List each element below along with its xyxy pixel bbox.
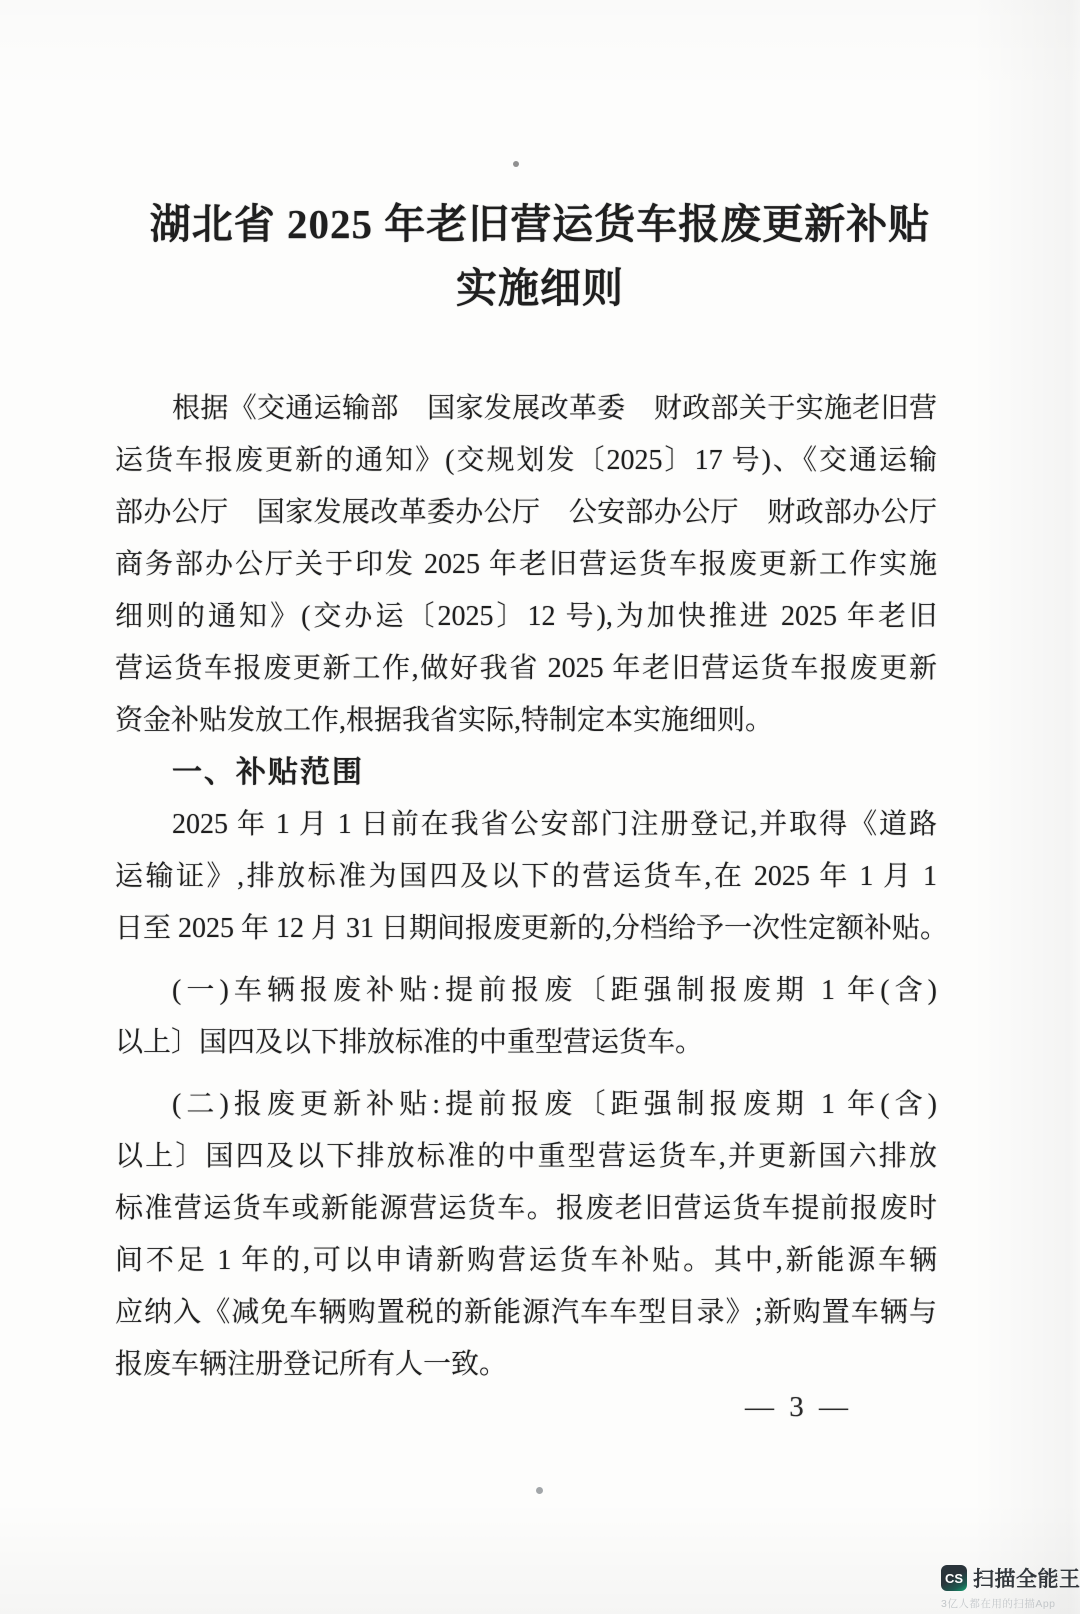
text-line: 商务部办公厅关于印发 2025 年老旧营运货车报废更新工作实施 [115, 549, 937, 580]
text-line: 细则的通知》(交办运〔2025〕12 号),为加快推进 2025 年老旧 [115, 601, 937, 632]
text-line: 报废车辆注册登记所有人一致。 [115, 1349, 508, 1380]
text-line: 标准营运货车或新能源营运货车。报废老旧营运货车提前报废时 [115, 1193, 937, 1224]
text-line: 资金补贴发放工作,根据我省实际,特制定本实施细则。 [115, 705, 774, 736]
text-line: 根据《交通运输部 国家发展改革委 财政部关于实施老旧营 [172, 393, 937, 424]
document-title-line-1: 湖北省 2025 年老旧营运货车报废更新补贴 [149, 201, 931, 247]
scan-speck [536, 1487, 543, 1494]
text-line: 运货车报废更新的通知》(交规划发〔2025〕17 号)、《交通运输 [115, 445, 937, 476]
watermark-app-name: 扫描全能王 [973, 1568, 1080, 1591]
camscanner-logo-icon: CS [941, 1565, 967, 1591]
watermark-row [941, 1563, 1080, 1593]
document-body [115, 383, 949, 1391]
page-number: — 3 — [745, 1391, 852, 1423]
text-line: (一)车辆报废补贴:提前报废〔距强制报废期 1 年(含) [172, 975, 937, 1006]
text-line: 间不足 1 年的,可以申请新购营运货车补贴。其中,新能源车辆 [115, 1245, 937, 1276]
text-line: 营运货车报废更新工作,做好我省 2025 年老旧营运货车报废更新 [115, 653, 937, 684]
text-line: 部办公厅 国家发展改革委办公厅 公安部办公厅 财政部办公厅 [115, 497, 937, 528]
text-line: 应纳入《减免车辆购置税的新能源汽车车型目录》;新购置车辆与 [115, 1297, 937, 1328]
camscanner-watermark [941, 1563, 1080, 1611]
text-line: 运输证》,排放标准为国四及以下的营运货车,在 2025 年 1 月 1 [115, 861, 937, 892]
text-line: 以上〕国四及以下排放标准的中重型营运货车,并更新国六排放 [115, 1141, 937, 1172]
text-line: (二)报废更新补贴:提前报废〔距强制报废期 1 年(含) [172, 1089, 937, 1120]
text-line: 以上〕国四及以下排放标准的中重型营运货车。 [115, 1027, 704, 1058]
scan-speck [513, 161, 519, 167]
document-title [0, 192, 1080, 320]
document-title-line-2: 实施细则 [456, 265, 624, 311]
text-line: 2025 年 1 月 1 日前在我省公安部门注册登记,并取得《道路 [172, 809, 937, 840]
text-line: 日至 2025 年 12 月 31 日期间报废更新的,分档给予一次性定额补贴。 [115, 913, 949, 944]
watermark-tagline: 3亿人都在用的扫描App [941, 1598, 1056, 1610]
text-line: 一、补贴范围 [172, 756, 364, 789]
